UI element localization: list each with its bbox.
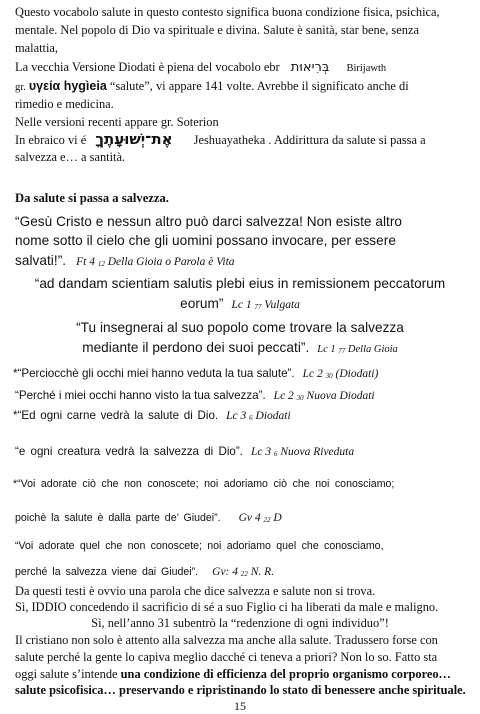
ref-source: D (273, 512, 282, 524)
intro-line-3: malattia, (15, 41, 59, 55)
greek-word-hygieia: υγεία hygìeia (28, 79, 107, 93)
intro-line-8-post: Jeshuayatheka . Addirittura da salute si passa a (193, 133, 426, 147)
quote-1-line-2: nome sotto il cielo che gli uomini possano invocare, per essere (15, 233, 396, 248)
quote-6 (13, 407, 291, 423)
quote-3-line-2-text: mediante il perdono dei suoi peccati”. (82, 340, 310, 355)
closing-line-1: Da questi testi è ovvio una parola che dice salvezza e salute non si trova. (15, 584, 376, 598)
ref-source: Nuova Riveduta (280, 446, 355, 458)
closing-line-6-bold: una condizione di efficienza del proprio organismo corporeo… (120, 667, 451, 681)
ref-source: Diodati (255, 410, 291, 422)
quote-2-line-1: “ad dandam scientiam salutis plebi eius in remissionem peccatorum (34, 276, 446, 291)
closing-line-6-text: oggi salute s’intende (15, 667, 118, 681)
intro-line-5-text: “salute”, vi appare 141 volte. Avrebbe il significato anche di (109, 79, 409, 93)
intro-line-4 (15, 61, 386, 75)
ref-verse: 6 (249, 414, 253, 422)
closing-line-2: Sì, IDDIO concedendo il sacrificio di sé a suo Figlio ci ha liberati da male e maligno. (15, 600, 439, 614)
ref-verse: 22 (263, 516, 271, 524)
quote-2-line-2-text: eorum” (180, 296, 224, 311)
intro-line-6: rimedio e medicina. (15, 97, 114, 111)
quote-7-reference (251, 446, 354, 458)
hebrew-word-salvation: אֶת־יְשׁוּעָתֶךָ (95, 130, 173, 148)
intro-line-8-pre: In ebraico vi é (15, 133, 87, 147)
quote-9-line-2 (15, 563, 274, 579)
ref-source: N. R. (250, 566, 275, 578)
quote-1-line-3 (15, 253, 235, 269)
quote-9-line-1: “Voi adorate quel che non conoscete; noi adoriamo quel che conosciamo, (15, 540, 384, 552)
quote-1-reference (76, 256, 234, 268)
closing-line-5: salute perché la gente lo capiva meglio dacché ci teneva a priori? Non lo so. Fatto sta (15, 650, 438, 664)
ref-verse: 77 (338, 347, 346, 355)
quote-6-reference (226, 410, 291, 422)
ref-verse: 30 (296, 394, 304, 402)
closing-line-3: Sì, nell’anno 31 subentrò la “redenzione di ogni individuo”! (91, 616, 389, 630)
quote-6-text: *“Ed ogni carne vedrà la salute di Dio. (13, 409, 219, 422)
intro-line-9: salvezza e… a santità. (15, 150, 126, 164)
ref-verse: 30 (325, 372, 333, 380)
intro-line-7: Nelle versioni recenti appare gr. Soterion (15, 115, 219, 129)
ref-source: (Diodati) (335, 368, 379, 380)
quote-8-reference (239, 512, 282, 524)
ref-book: Gv 4 (238, 512, 261, 524)
ref-book: Lc 3 (226, 410, 247, 422)
ref-source: Della Gioia (347, 344, 398, 355)
quote-1-line-1: “Gesù Cristo e nessun altro può darci salvezza! Non esiste altro (15, 214, 403, 229)
quote-9-reference (212, 566, 274, 578)
hebrew-word-health: בְּרִיאוּת (290, 60, 330, 75)
greek-prefix: gr. (15, 82, 26, 93)
quote-3-line-2 (0, 340, 480, 356)
quote-9-line-2-text: perché la salvezza viene dai Giudei”. (15, 566, 199, 578)
quote-2-line-2 (0, 296, 480, 312)
quote-4-text: *“Perciocchè gli occhi miei hanno veduta la tua salute”. (13, 367, 295, 380)
ref-source: Vulgata (264, 299, 300, 311)
page-number: 15 (234, 699, 246, 713)
ref-book: Lc 3 (250, 446, 272, 458)
ref-source: Della Gioia o Parola è Vita (107, 256, 235, 268)
closing-line-7: salute psicofisica… preservando e ripristinando lo stato di benessere anche spirituale. (15, 683, 466, 697)
quote-3-line-1: “Tu insegnerai al suo popolo come trovare la salvezza (76, 320, 404, 335)
ref-source: Nuova Diodati (306, 390, 375, 402)
ref-book: Lc 2 (302, 368, 323, 380)
closing-line-4: Il cristiano non solo è attento alla salvezza ma anche alla salute. Tradussero forse con (15, 633, 438, 647)
section-heading: Da salute si passa a salvezza. (15, 191, 169, 205)
quote-5 (15, 387, 375, 403)
quote-8-line-2 (15, 509, 282, 525)
quote-4-reference (303, 368, 379, 380)
intro-line-8 (15, 132, 426, 147)
ref-book: Ft 4 (76, 256, 95, 268)
ref-book: Lc 2 (273, 390, 294, 402)
quote-8-line-2-text: poichè la salute è dalla parte de’ Giudei”. (15, 512, 221, 524)
quote-5-text: “Perché i miei occhi hanno visto la tua salvezza”. (15, 389, 266, 402)
quote-8-line-1: *“Voi adorate ciò che non conoscete; noi adoriamo ciò che noi conosciamo; (13, 478, 395, 490)
quote-3-reference (317, 344, 398, 355)
closing-line-6 (15, 668, 451, 680)
intro-line-2: mentale. Nel popolo di Dio va spirituale e divina. Salute è sanità, star bene, senza (15, 23, 419, 37)
ref-verse: 12 (97, 260, 105, 268)
ref-verse: 22 (240, 570, 248, 578)
ref-verse: 77 (254, 303, 262, 311)
intro-line-1: Questo vocabolo salute in questo contesto significa buona condizione fisica, psichica, (15, 5, 440, 19)
ref-book: Lc 1 (231, 299, 252, 311)
quote-4 (13, 365, 378, 381)
quote-1-line-3-text: salvati!”. (15, 253, 67, 268)
quote-7 (15, 443, 354, 459)
quote-2-reference (231, 299, 299, 311)
ref-book: Lc 1 (317, 344, 336, 355)
transliteration-birijawth: Birijawth (346, 63, 387, 74)
intro-line-4-text: La vecchia Versione Diodati è piena del vocabolo ebr (15, 60, 280, 74)
quote-5-reference (274, 390, 375, 402)
ref-verse: 6 (273, 450, 278, 458)
intro-line-5 (15, 80, 409, 94)
ref-book: Gv: 4 (212, 566, 239, 578)
quote-7-text: “e ogni creatura vedrà la salvezza di Dio”. (15, 445, 243, 458)
